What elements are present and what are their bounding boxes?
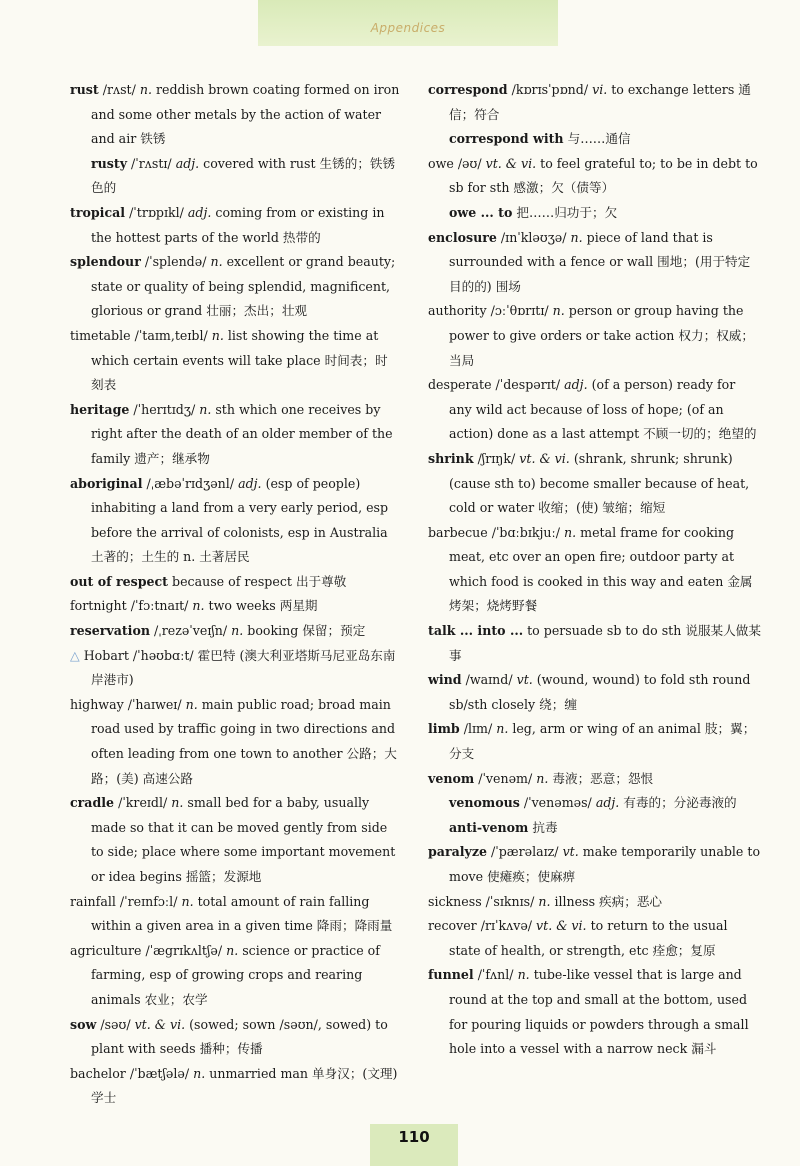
entry-definition: small bed for a baby, usually made so that it can be moved gently from side to side; place where some important movement or idea begins 摇篮；发源地 — [91, 795, 396, 884]
entry-headword: talk ... into ... — [428, 623, 524, 639]
entry-part-of-speech: n. — [231, 623, 244, 639]
glossary-entry — [70, 1013, 400, 1062]
entry-pronunciation: rainfall /ˈreɪnfɔːl/ — [70, 893, 182, 909]
glossary-entry — [70, 890, 400, 939]
footer-band — [370, 1124, 458, 1166]
glossary-entry — [428, 717, 762, 766]
entry-pronunciation: barbecue /ˈbɑːbɪkjuː/ — [428, 524, 565, 540]
glossary-entry — [428, 521, 762, 619]
entry-headword: splendour — [70, 254, 141, 270]
entry-pronunciation: authority /ɔːˈθɒrɪtɪ/ — [428, 303, 553, 319]
entry-part-of-speech: adj. — [175, 155, 200, 171]
entry-definition: make temporarily unable to move 使瘫痪；使麻痹 — [449, 844, 761, 884]
entry-definition: excellent or grand beauty; state or quality of being splendid, magnificent, glorious or grand 壮丽；杰出；壮观 — [91, 254, 396, 319]
entry-headword: rust — [70, 82, 99, 97]
entry-headword: venomous — [449, 795, 520, 811]
entry-pronunciation: sickness /ˈsɪknɪs/ — [428, 893, 539, 909]
entry-part-of-speech: vt. — [562, 844, 579, 860]
entry-definition: (sowed; sown /səʊn/, sowed) to plant with seeds 播种；传播 — [91, 1016, 388, 1057]
entry-pronunciation: /ˈvenəm/ — [474, 770, 537, 786]
entry-part-of-speech: n. — [570, 229, 583, 245]
glossary-entry — [428, 816, 762, 841]
entry-part-of-speech: n. — [226, 942, 239, 958]
triangle-icon: △ — [70, 647, 80, 663]
section-title: Appendices — [370, 21, 446, 35]
entry-headword: wind — [428, 672, 462, 688]
entry-pronunciation: /ˈherɪtɪdʒ/ — [129, 401, 200, 417]
entry-pronunciation: /ˈfʌnl/ — [473, 967, 518, 983]
entry-part-of-speech: n. — [210, 254, 223, 270]
entry-definition: tube-like vessel that is large and round at the top and small at the bottom, used for pouring liquids or powders through a small hole into a vessel with a narrow neck 漏斗 — [449, 967, 749, 1057]
entry-definition: science or practice of farming, esp of growing crops and rearing animals 农业；农学 — [91, 942, 380, 1007]
glossary-entry — [70, 472, 400, 570]
entry-pronunciation: bachelor /ˈbætʃələ/ — [70, 1065, 194, 1081]
glossary-entry — [70, 324, 400, 398]
entry-pronunciation: /waɪnd/ — [461, 672, 517, 688]
entry-headword: venom — [428, 770, 475, 786]
glossary-entry — [428, 914, 762, 963]
entry-part-of-speech: n. — [181, 893, 194, 909]
glossary-entry — [70, 152, 400, 201]
glossary-entry — [70, 250, 400, 324]
entry-pronunciation: timetable /ˈtaɪm,teɪbl/ — [70, 327, 212, 343]
glossary-entry — [70, 791, 400, 889]
entry-part-of-speech: n. — [517, 967, 530, 983]
entry-definition: 有毒的；分泌毒液的 — [619, 795, 737, 811]
entry-pronunciation: /ˌrezəˈveɪʃn/ — [150, 623, 232, 639]
entry-part-of-speech: n. — [199, 401, 212, 417]
header-band — [258, 0, 558, 46]
glossary-entry — [428, 963, 762, 1061]
entry-definition: illness 疾病；恶心 — [550, 893, 663, 909]
glossary-entry — [428, 78, 762, 127]
glossary-entry — [428, 299, 762, 373]
entry-definition: sth which one receives by right after the death of an older member of the family 遗产；继承物 — [91, 401, 393, 466]
entry-headword: rusty — [91, 155, 128, 171]
entry-pronunciation: fortnight /ˈfɔːtnaɪt/ — [70, 598, 193, 614]
entry-headword: sow — [70, 1016, 97, 1032]
glossary-entry — [70, 644, 400, 693]
entry-pronunciation: /ˈkreɪdl/ — [114, 795, 172, 811]
entry-part-of-speech: n. — [193, 1065, 206, 1081]
entry-definition: 把……归功于；欠 — [512, 204, 618, 220]
entry-headword: shrink — [428, 450, 474, 466]
glossary-entry — [428, 226, 762, 300]
entry-headword: out of respect — [70, 573, 169, 589]
entry-pronunciation: Hobart /ˈhəʊbɑːt/ 霍巴特 (澳大利亚塔斯马尼亚岛东南岸港市) — [79, 647, 396, 688]
entry-definition: leg, arm or wing of an animal 肢；翼；分支 — [449, 721, 756, 762]
entry-definition: unmarried man 单身汉；(文理) 学士 — [91, 1065, 398, 1106]
entry-headword: cradle — [70, 795, 115, 811]
entry-part-of-speech: n. — [552, 303, 565, 319]
glossary-entry — [428, 890, 762, 915]
entry-definition: (wound, wound) to fold sth round sb/sth closely 绕；缠 — [449, 672, 751, 712]
entry-part-of-speech: n. — [496, 721, 509, 737]
entry-headword: anti-venom — [449, 819, 529, 835]
entry-definition: 与……通信 — [563, 131, 631, 147]
entry-part-of-speech: n. — [185, 696, 198, 712]
entry-part-of-speech: n. — [139, 82, 152, 97]
entry-definition: 抗毒 — [528, 819, 558, 835]
entry-definition: (of a person) ready for any wild act because of loss of hope; (of an action) done as a last attempt 不顾一切的；绝望的 — [449, 377, 757, 442]
entry-headword: aboriginal — [70, 475, 143, 491]
entry-definition: piece of land that is surrounded with a fence or wall 围地；(用于特定目的的) 围场 — [449, 229, 751, 294]
entry-definition: coming from or existing in the hottest parts of the world 热带的 — [91, 204, 385, 245]
entry-definition: reddish brown coating formed on iron and some other metals by the action of water and air 铁锈 — [91, 82, 400, 147]
glossary-column-left — [70, 78, 400, 1111]
entry-definition: total amount of rain falling within a given area in a given time 降雨；降雨量 — [91, 893, 393, 934]
entry-pronunciation: /ˈrʌstɪ/ — [127, 155, 176, 171]
entry-pronunciation: /ˈtrɒpɪkl/ — [125, 204, 188, 220]
entry-pronunciation: /səʊ/ — [96, 1016, 135, 1032]
entry-part-of-speech: vt. & vi. — [485, 155, 537, 171]
entry-definition: covered with rust 生锈的；铁锈色的 — [91, 155, 396, 196]
glossary-entry — [428, 201, 762, 226]
glossary-entry — [70, 78, 400, 152]
entry-part-of-speech: n. — [564, 524, 577, 540]
glossary-entry — [428, 447, 762, 521]
entry-part-of-speech: vt. & vi. — [134, 1016, 186, 1032]
entry-definition: because of respect 出于尊敬 — [168, 573, 347, 589]
entry-pronunciation: /ˌæbəˈrɪdʒənl/ — [142, 475, 239, 491]
entry-pronunciation: /rʌst/ — [98, 82, 140, 97]
glossary-entry — [70, 594, 400, 619]
entry-pronunciation: /ˈvenəməs/ — [519, 795, 596, 811]
glossary-entry — [70, 398, 400, 472]
glossary-entry — [428, 127, 762, 152]
entry-pronunciation: /lɪm/ — [459, 721, 497, 737]
entry-definition: to feel grateful to; to be in debt to sb for sth 感激；欠（债等） — [449, 155, 758, 196]
entry-part-of-speech: adj. — [595, 795, 620, 811]
glossary-entry — [70, 939, 400, 1013]
entry-pronunciation: /ˈsplendə/ — [140, 254, 211, 270]
entry-part-of-speech: adj. — [238, 475, 262, 491]
glossary-entry — [428, 373, 762, 447]
entry-definition: two weeks 两星期 — [204, 598, 318, 614]
entry-part-of-speech: vt. — [516, 672, 533, 688]
glossary-entry — [428, 840, 762, 889]
entry-part-of-speech: n. — [171, 795, 184, 811]
entry-definition: 毒液；恶意；怨恨 — [548, 770, 654, 786]
entry-definition: main public road; broad main road used by traffic going in two directions and often leading from one town to another 公路；大路；(美) 高速公路 — [91, 696, 397, 786]
entry-part-of-speech: vi. — [592, 82, 608, 97]
entry-headword: correspond with — [449, 131, 564, 147]
entry-definition: booking 保留；预定 — [243, 623, 366, 639]
entry-part-of-speech: vt. & vi. — [536, 918, 587, 934]
entry-headword: funnel — [428, 967, 474, 983]
glossary-entry — [428, 767, 762, 792]
entry-definition: to persuade sb to do sth 说服某人做某事 — [449, 623, 761, 663]
entry-definition: list showing the time at which certain events will take place 时间表；时刻表 — [91, 327, 388, 393]
entry-headword: tropical — [70, 204, 126, 220]
entry-pronunciation: recover /rɪˈkʌvə/ — [428, 918, 537, 934]
entry-definition: metal frame for cooking meat, etc over an open fire; outdoor party at which food is cooked in this way and eaten 金属烤架；烧烤野餐 — [449, 524, 753, 614]
glossary-entry — [428, 791, 762, 816]
entry-pronunciation: highway /ˈhaɪweɪ/ — [70, 696, 186, 712]
glossary-column-right — [428, 78, 762, 1062]
entry-definition: (shrank, shrunk; shrunk) (cause sth to) become smaller because of heat, cold or water 收缩；(使) 皱缩；缩短 — [449, 450, 750, 516]
entry-pronunciation: desperate /ˈdespərɪt/ — [428, 377, 565, 393]
entry-headword: correspond — [428, 82, 508, 97]
entry-pronunciation: /kɒrɪsˈpɒnd/ — [507, 82, 593, 97]
entry-pronunciation: owe /əʊ/ — [428, 155, 486, 171]
entry-part-of-speech: vt. & vi. — [519, 450, 570, 466]
entry-definition: (esp of people) inhabiting a land from a very early period, esp before the arrival of colonists, esp in Australia 土著的；土生的 n. 土著居民 — [91, 475, 389, 565]
entry-pronunciation: agriculture /ˈægrɪkʌltʃə/ — [70, 942, 227, 958]
entry-headword: heritage — [70, 401, 130, 417]
entry-part-of-speech: adj. — [187, 204, 212, 220]
entry-pronunciation: /ˈpærəlaɪz/ — [487, 844, 563, 860]
entry-part-of-speech: n. — [192, 598, 205, 614]
entry-part-of-speech: adj. — [564, 377, 588, 393]
glossary-entry — [70, 201, 400, 250]
entry-part-of-speech: n. — [536, 770, 549, 786]
entry-pronunciation: /ʃrɪŋk/ — [473, 450, 520, 466]
entry-headword: owe ... to — [449, 204, 513, 220]
glossary-entry — [428, 619, 762, 668]
page-number: 110 — [398, 1128, 430, 1146]
entry-part-of-speech: n. — [211, 327, 224, 343]
entry-headword: limb — [428, 721, 460, 737]
entry-pronunciation: /ɪnˈkləʊʒə/ — [496, 229, 571, 245]
glossary-entry — [70, 570, 400, 595]
glossary-entry — [70, 1062, 400, 1111]
glossary-entry — [70, 693, 400, 791]
glossary-entry — [70, 619, 400, 644]
entry-headword: enclosure — [428, 229, 497, 245]
entry-headword: paralyze — [428, 844, 488, 860]
entry-definition: to exchange letters 通信；符合 — [449, 82, 751, 122]
entry-definition: to return to the usual state of health, or strength, etc 痊愈；复原 — [449, 918, 728, 958]
entry-part-of-speech: n. — [538, 893, 551, 909]
glossary-entry — [428, 668, 762, 717]
entry-headword: reservation — [70, 623, 151, 639]
glossary-entry — [428, 152, 762, 201]
entry-definition: person or group having the power to give orders or take action 权力；权威；当局 — [449, 303, 754, 368]
